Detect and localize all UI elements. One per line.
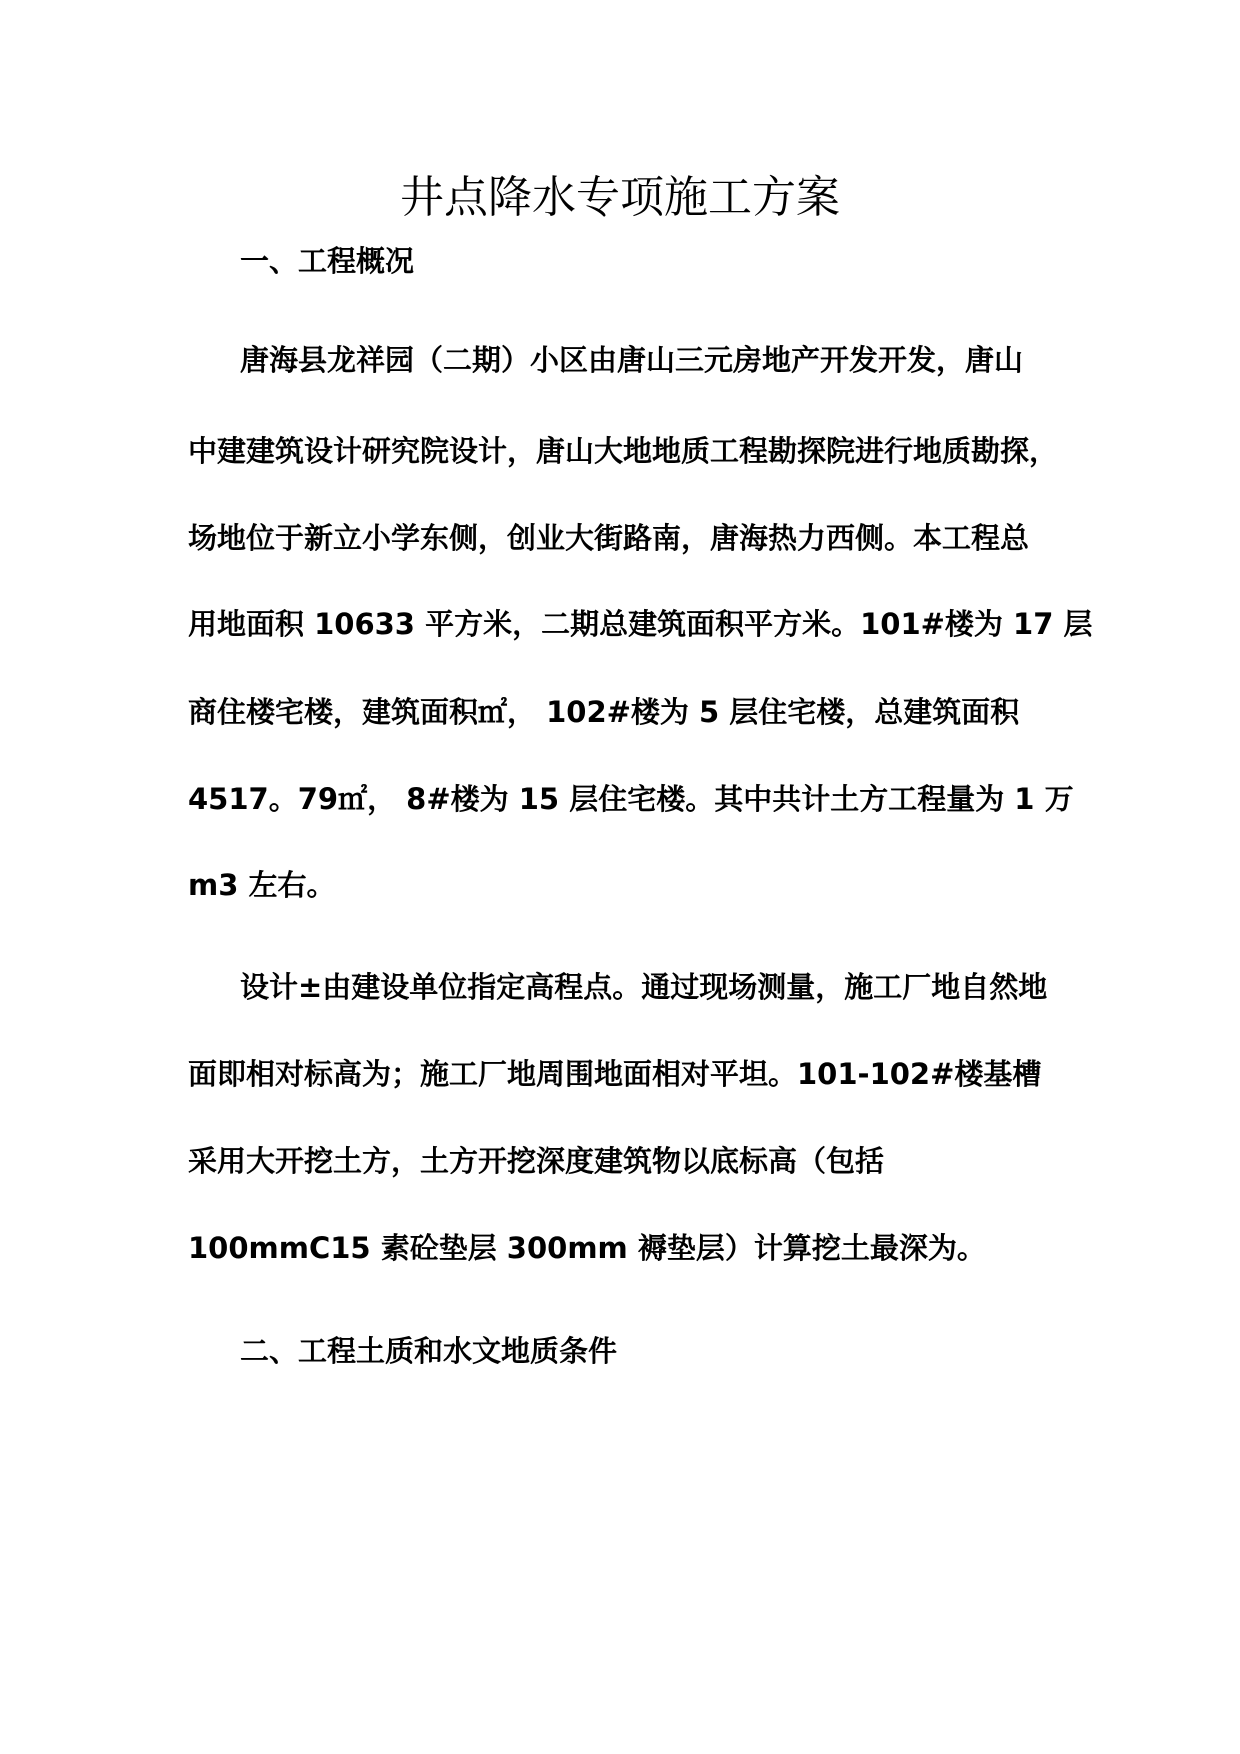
paragraph-line: 商住楼宅楼，建筑面积㎡， 102#楼为 5 层住宅楼，总建筑面积 bbox=[188, 695, 1020, 729]
paragraph-line: 场地位于新立小学东侧，创业大街路南，唐海热力西侧。本工程总 bbox=[188, 521, 1030, 555]
paragraph-line: 采用大开挖土方，土方开挖深度建筑物以底标高（包括 bbox=[188, 1144, 885, 1178]
paragraph-line: m3 左右。 bbox=[188, 868, 336, 902]
paragraph-line: 用地面积 10633 平方米，二期总建筑面积平方米。101#楼为 17 层 bbox=[188, 607, 1093, 641]
document-title: 井点降水专项施工方案 bbox=[400, 172, 840, 223]
paragraph-line: 100mmC15 素砼垫层 300mm 褥垫层）计算挖土最深为。 bbox=[188, 1231, 986, 1265]
paragraph-line: 设计±由建设单位指定高程点。通过现场测量，施工厂地自然地 bbox=[240, 970, 1048, 1004]
paragraph-line: 4517。79㎡， 8#楼为 15 层住宅楼。其中共计土方工程量为 1 万 bbox=[188, 782, 1074, 816]
paragraph-line: 唐海县龙祥园（二期）小区由唐山三元房地产开发开发，唐山 bbox=[240, 343, 1024, 377]
paragraph-line: 中建建筑设计研究院设计，唐山大地地质工程勘探院进行地质勘探， bbox=[188, 434, 1059, 468]
section-heading-overview: 一、工程概况 bbox=[240, 244, 415, 278]
paragraph-line: 面即相对标高为；施工厂地周围地面相对平坦。101-102#楼基槽 bbox=[188, 1057, 1042, 1091]
section-heading-geology: 二、工程土质和水文地质条件 bbox=[240, 1334, 618, 1368]
